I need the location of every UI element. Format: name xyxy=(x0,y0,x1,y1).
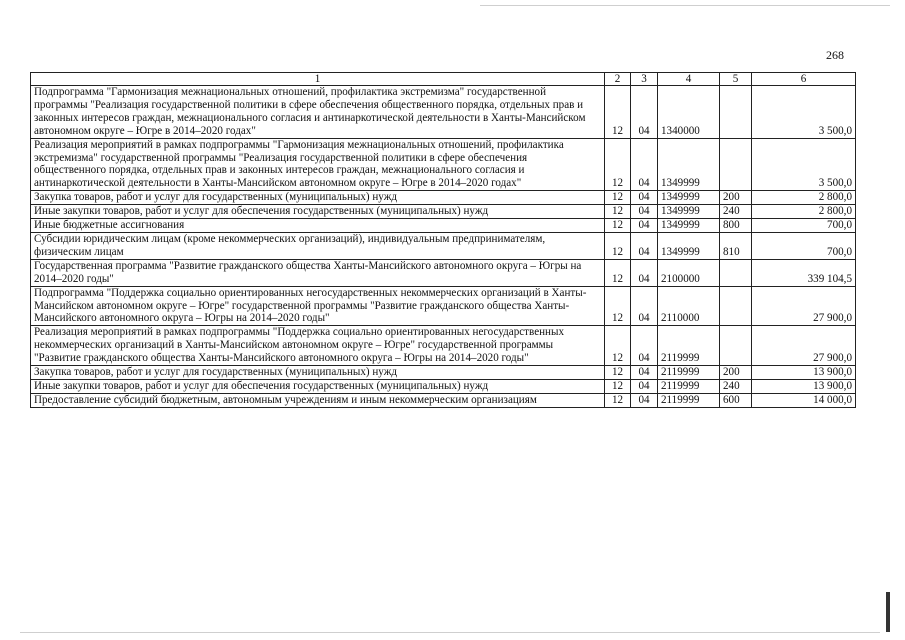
scan-artifact-top xyxy=(480,5,890,6)
header-col-5: 5 xyxy=(720,73,752,86)
row-subsection: 04 xyxy=(631,286,658,326)
row-target-code: 1340000 xyxy=(658,86,720,139)
row-subsection: 04 xyxy=(631,379,658,393)
row-target-code: 2119999 xyxy=(658,326,720,366)
header-col-1: 1 xyxy=(31,73,605,86)
row-section: 12 xyxy=(605,366,631,380)
row-sum: 27 900,0 xyxy=(752,326,856,366)
row-sum: 3 500,0 xyxy=(752,138,856,191)
row-expense-type xyxy=(720,259,752,286)
table-row xyxy=(31,393,856,407)
header-col-6: 6 xyxy=(752,73,856,86)
row-section: 12 xyxy=(605,326,631,366)
row-section: 12 xyxy=(605,393,631,407)
table-row xyxy=(31,191,856,205)
row-section: 12 xyxy=(605,232,631,259)
row-subsection: 04 xyxy=(631,138,658,191)
row-target-code: 2119999 xyxy=(658,393,720,407)
row-subsection: 04 xyxy=(631,205,658,219)
row-sum: 3 500,0 xyxy=(752,86,856,139)
row-expense-type xyxy=(720,138,752,191)
header-col-2: 2 xyxy=(605,73,631,86)
row-section: 12 xyxy=(605,259,631,286)
row-subsection: 04 xyxy=(631,393,658,407)
row-target-code: 1349999 xyxy=(658,219,720,233)
header-row xyxy=(31,73,856,86)
row-name: Закупка товаров, работ и услуг для государственных (муниципальных) нужд xyxy=(31,366,605,380)
row-sum: 339 104,5 xyxy=(752,259,856,286)
scan-artifact-edge xyxy=(886,592,890,632)
row-sum: 13 900,0 xyxy=(752,379,856,393)
row-expense-type xyxy=(720,86,752,139)
table-body xyxy=(31,86,856,408)
row-name: Предоставление субсидий бюджетным, автономным учреждениям и иным некоммерческим организациям xyxy=(31,393,605,407)
row-sum: 2 800,0 xyxy=(752,191,856,205)
row-target-code: 2119999 xyxy=(658,366,720,380)
row-name: Реализация мероприятий в рамках подпрограммы "Поддержка социально ориентированных негосударственных некоммерческих организаций в Ханты-Мансийском автономном округе – Югре" государственной программы "Развитие гражданского общества Ханты-Мансийского автономного округа – Югры на 2014–2020 годы" xyxy=(31,326,605,366)
scan-artifact-bottom xyxy=(20,632,880,633)
table-row xyxy=(31,138,856,191)
row-target-code: 1349999 xyxy=(658,191,720,205)
row-target-code: 2110000 xyxy=(658,286,720,326)
row-sum: 700,0 xyxy=(752,232,856,259)
table-row xyxy=(31,286,856,326)
row-section: 12 xyxy=(605,191,631,205)
row-section: 12 xyxy=(605,205,631,219)
row-sum: 700,0 xyxy=(752,219,856,233)
row-sum: 14 000,0 xyxy=(752,393,856,407)
table-row xyxy=(31,366,856,380)
table-row xyxy=(31,379,856,393)
table-row xyxy=(31,205,856,219)
row-subsection: 04 xyxy=(631,366,658,380)
row-name: Закупка товаров, работ и услуг для государственных (муниципальных) нужд xyxy=(31,191,605,205)
table-row xyxy=(31,219,856,233)
row-name: Иные закупки товаров, работ и услуг для обеспечения государственных (муниципальных) нужд xyxy=(31,205,605,219)
row-target-code: 2119999 xyxy=(658,379,720,393)
row-name: Иные бюджетные ассигнования xyxy=(31,219,605,233)
row-target-code: 2100000 xyxy=(658,259,720,286)
table-row xyxy=(31,326,856,366)
row-section: 12 xyxy=(605,138,631,191)
row-target-code: 1349999 xyxy=(658,138,720,191)
row-expense-type: 240 xyxy=(720,205,752,219)
row-subsection: 04 xyxy=(631,326,658,366)
row-section: 12 xyxy=(605,219,631,233)
row-subsection: 04 xyxy=(631,232,658,259)
page-number: 268 xyxy=(826,48,844,62)
row-subsection: 04 xyxy=(631,191,658,205)
table-row xyxy=(31,259,856,286)
table-row xyxy=(31,232,856,259)
row-name: Субсидии юридическим лицам (кроме некоммерческих организаций), индивидуальным предпринимателям, физическим лицам xyxy=(31,232,605,259)
row-subsection: 04 xyxy=(631,259,658,286)
row-target-code: 1349999 xyxy=(658,232,720,259)
row-expense-type: 200 xyxy=(720,366,752,380)
row-expense-type: 240 xyxy=(720,379,752,393)
row-expense-type xyxy=(720,286,752,326)
row-sum: 27 900,0 xyxy=(752,286,856,326)
row-name: Реализация мероприятий в рамках подпрограммы "Гармонизация межнациональных отношений, профилактика экстремизма" государственной программы "Реализация государственной политики в сфере обеспечения общественного порядка, отдельных прав и законных интересов граждан, межнационального согласия и антинаркотической деятельности в Ханты-Мансийском автономном округе – Югре в 2014–2020 годах" xyxy=(31,138,605,191)
row-target-code: 1349999 xyxy=(658,205,720,219)
row-sum: 2 800,0 xyxy=(752,205,856,219)
budget-table xyxy=(30,72,856,408)
header-col-4: 4 xyxy=(658,73,720,86)
row-name: Подпрограмма "Гармонизация межнациональных отношений, профилактика экстремизма" государственной программы "Реализация государственной политики в сфере обеспечения общественного порядка, отдельных прав и законных интересов граждан, межнационального согласия и антинаркотической деятельности в Ханты-Мансийском автономном округе – Югре в 2014–2020 годах" xyxy=(31,86,605,139)
row-expense-type: 600 xyxy=(720,393,752,407)
row-section: 12 xyxy=(605,286,631,326)
header-col-3: 3 xyxy=(631,73,658,86)
row-expense-type: 200 xyxy=(720,191,752,205)
row-expense-type xyxy=(720,326,752,366)
row-expense-type: 800 xyxy=(720,219,752,233)
row-section: 12 xyxy=(605,86,631,139)
row-name: Государственная программа "Развитие гражданского общества Ханты-Мансийского автономного округа – Югры на 2014–2020 годы" xyxy=(31,259,605,286)
row-expense-type: 810 xyxy=(720,232,752,259)
table-header xyxy=(31,73,856,86)
row-section: 12 xyxy=(605,379,631,393)
table-row xyxy=(31,86,856,139)
row-subsection: 04 xyxy=(631,86,658,139)
row-subsection: 04 xyxy=(631,219,658,233)
row-sum: 13 900,0 xyxy=(752,366,856,380)
row-name: Подпрограмма "Поддержка социально ориентированных негосударственных некоммерческих организаций в Ханты-Мансийском автономном округе – Югре" государственной программы "Развитие гражданского общества Ханты-Мансийского автономного округа – Югры на 2014–2020 годы" xyxy=(31,286,605,326)
row-name: Иные закупки товаров, работ и услуг для обеспечения государственных (муниципальных) нужд xyxy=(31,379,605,393)
